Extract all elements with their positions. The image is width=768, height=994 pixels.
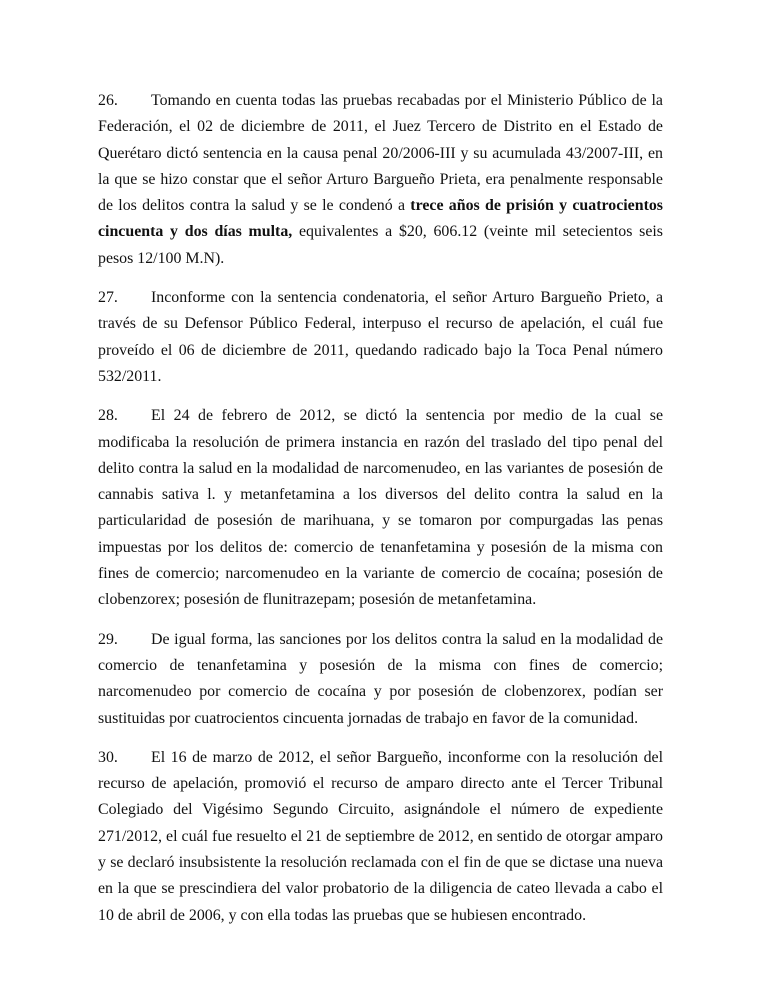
paragraph-30 [98,745,663,929]
paragraph-text-end: equivalentes a $20, 606.12 (veinte mil setecientos seis pesos 12/100 M.N). [98,223,663,267]
paragraph-text: El 24 de febrero de 2012, se dictó la sentencia por medio de la cual se modificaba la resolución de primera instancia en razón del traslado del tipo penal del delito contra la salud en la modalidad de narcomenudeo, en las variantes de posesión de cannabis sativa l. y metanfetamina a los diversos del delito contra la salud en la particularidad de posesión de marihuana, y se tomaron por compurgadas las penas impuestas por los delitos de: comercio de tenanfetamina y posesión de la misma con fines de comercio; narcomenudeo en la variante de comercio de cocaína; posesión de clobenzorex; posesión de flunitrazepam; posesión de metanfetamina. [98,407,663,609]
paragraph-text: Inconforme con la sentencia condenatoria, el señor Arturo Bargueño Prieto, a través de su Defensor Público Federal, interpuso el recurso de apelación, el cuál fue proveído el 06 de diciembre de 2011, quedando radicado bajo la Toca Penal número 532/2011. [98,289,663,385]
paragraph-number: 30. [98,748,118,766]
paragraph-number: 26. [98,92,118,109]
paragraph-27 [98,285,663,390]
paragraph-29 [98,627,663,732]
paragraph-number: 29. [98,630,118,648]
paragraph-text: De igual forma, las sanciones por los delitos contra la salud en la modalidad de comercio de tenanfetamina y posesión de la misma con fines de comercio; narcomenudeo por comercio de cocaína y por posesión de clobenzorex, podían ser sustituidas por cuatrocientos cincuenta jornadas de trabajo en favor de la comunidad. [98,630,663,727]
paragraph-28 [98,403,663,613]
paragraph-text: El 16 de marzo de 2012, el señor Bargueño, inconforme con la resolución del recurso de apelación, promovió el recurso de amparo directo ante el Tercer Tribunal Colegiado del Vigésimo Segundo Circuito, asignándole el número de expediente 271/2012, el cuál fue resuelto el 21 de septiembre de 2012, en sentido de otorgar amparo y se declaró insubsistente la resolución reclamada con el fin de que se dictase una nueva en la que se prescindiera del valor probatorio de la diligencia de cateo llevada a cabo el 10 de abril de 2006, y con ella todas las pruebas que se hubiesen encontrado. [98,748,663,924]
document-body [98,88,663,942]
paragraph-number: 27. [98,289,118,307]
paragraph-number: 28. [98,407,118,425]
paragraph-text: Tomando en cuenta todas las pruebas recabadas por el Ministerio Público de la Federación, el 02 de diciembre de 2011, el Juez Tercero de Distrito en el Estado de Querétaro dictó sentencia en la causa penal 20/2006-III y su acumulada 43/2007-III, en la que se hizo constar que el señor Arturo Bargueño Prieta, era penalmente responsable de los delitos contra la salud y se le condenó a [98,92,663,215]
paragraph-bold-text: trece años de prisión y cuatrocientos cincuenta y dos días multa, [98,197,663,241]
paragraph-26 [98,88,663,272]
